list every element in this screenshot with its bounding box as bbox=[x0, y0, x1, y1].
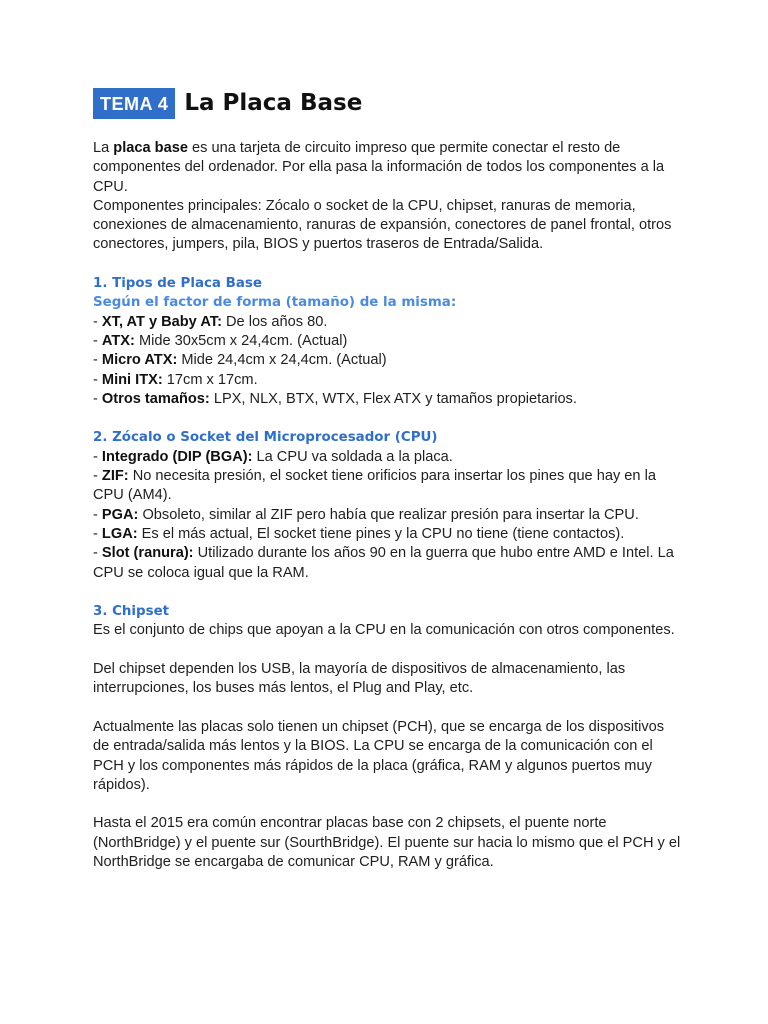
list-item-desc: Mide 24,4cm x 24,4cm. (Actual) bbox=[177, 352, 387, 369]
list-item-desc: Mide 30x5cm x 24,4cm. (Actual) bbox=[134, 332, 348, 349]
list-item-desc: Obsoleto, similar al ZIF pero había que realizar presión para insertar la CPU. bbox=[138, 506, 639, 523]
list-item-term: LGA: bbox=[101, 525, 138, 542]
list-item-term: Otros tamaños: bbox=[101, 390, 210, 407]
list-item: - Micro ATX: Mide 24,4cm x 24,4cm. (Actual) bbox=[93, 352, 387, 369]
intro-text: es una tarjeta de circuito impreso que permite conectar el resto de componentes del ordenador. Por ella pasa la información de todos los componentes a la CPU. bbox=[93, 140, 665, 195]
spacer bbox=[93, 583, 683, 602]
list-item-term: PGA: bbox=[101, 506, 139, 523]
section-2-heading: 2. Zócalo o Socket del Microprocesador (CPU) bbox=[93, 430, 438, 446]
list-item-term: ATX: bbox=[101, 332, 135, 349]
list-item: - Mini ITX: 17cm x 17cm. bbox=[93, 371, 258, 388]
list-item-term: Integrado (DIP (BGA): bbox=[101, 448, 253, 465]
list-item-term: Slot (ranura): bbox=[101, 545, 194, 562]
topic-badge: TEMA 4 bbox=[93, 88, 175, 119]
list-item-term: XT, AT y Baby AT: bbox=[101, 313, 222, 330]
list-item-desc: Utilizado durante los años 90 en la guerra que hubo entre AMD e Intel. La CPU se coloca igual que la RAM. bbox=[93, 545, 674, 581]
document-body bbox=[93, 139, 683, 872]
intro-bold-term: placa base bbox=[113, 140, 188, 156]
chipset-paragraph: Hasta el 2015 era común encontrar placas base con 2 chipsets, el puente norte (NorthBridge) y el puente sur (SourthBridge). El puente sur hacia lo mismo que el PCH y el NorthBridge se encargaba de comunicar CPU, RAM y gráfica. bbox=[93, 815, 681, 870]
page-title: La Placa Base bbox=[184, 90, 363, 116]
list-item: - Integrado (DIP (BGA): La CPU va soldada a la placa. bbox=[93, 448, 453, 465]
chipset-paragraph: Es el conjunto de chips que apoyan a la CPU en la comunicación con otros componentes. bbox=[93, 622, 675, 639]
spacer bbox=[93, 409, 683, 428]
list-item: - PGA: Obsoleto, similar al ZIF pero había que realizar presión para insertar la CPU. bbox=[93, 506, 639, 523]
list-item: - LGA: Es el más actual, El socket tiene pines y la CPU no tiene (tiene contactos). bbox=[93, 525, 625, 542]
list-item-desc: LPX, NLX, BTX, WTX, Flex ATX y tamaños propietarios. bbox=[209, 390, 577, 407]
list-item-desc: Es el más actual, El socket tiene pines y la CPU no tiene (tiene contactos). bbox=[137, 525, 625, 542]
section-1-heading: 1. Tipos de Placa Base bbox=[93, 276, 262, 292]
list-item: - Slot (ranura): Utilizado durante los años 90 en la guerra que hubo entre AMD e Intel. La CPU se coloca igual que la RAM. bbox=[93, 545, 674, 581]
list-item-desc: 17cm x 17cm. bbox=[162, 371, 258, 388]
list-item: - Otros tamaños: LPX, NLX, BTX, WTX, Flex ATX y tamaños propietarios. bbox=[93, 390, 577, 407]
section-1-subheading: Según el factor de forma (tamaño) de la misma: bbox=[93, 295, 457, 311]
title-row bbox=[93, 84, 683, 122]
chipset-paragraph: Del chipset dependen los USB, la mayoría de dispositivos de almacenamiento, las interrupciones, los buses más lentos, el Plug and Play, etc. bbox=[93, 661, 626, 697]
list-item-term: Micro ATX: bbox=[101, 352, 178, 369]
components-paragraph: Componentes principales: Zócalo o socket de la CPU, chipset, ranuras de memoria, conexiones de almacenamiento, ranuras de expansión, conectores de panel frontal, otros conectores, jumpers, pila, BIOS y puertos traseros de Entrada/Salida. bbox=[93, 197, 672, 253]
intro-paragraph bbox=[93, 139, 683, 197]
section-3-heading: 3. Chipset bbox=[93, 604, 170, 620]
list-item: - XT, AT y Baby AT: De los años 80. bbox=[93, 313, 328, 330]
list-item: - ZIF: No necesita presión, el socket tiene orificios para insertar los pines que hay en la CPU (AM4). bbox=[93, 468, 656, 504]
list-item-desc: De los años 80. bbox=[221, 313, 328, 330]
spacer bbox=[93, 255, 683, 274]
spacer bbox=[93, 641, 683, 660]
list-item-term: Mini ITX: bbox=[101, 371, 163, 388]
spacer bbox=[93, 699, 683, 718]
chipset-paragraph: Actualmente las placas solo tienen un chipset (PCH), que se encarga de los dispositivos de entrada/salida más lentos y la BIOS. La CPU se encarga de la comunicación con el PCH y los componentes más rápidos de la placa (gráfica, RAM y algunos puertos muy rápidos). bbox=[93, 718, 665, 793]
list-item-term: ZIF: bbox=[101, 468, 129, 485]
list-item: - ATX: Mide 30x5cm x 24,4cm. (Actual) bbox=[93, 332, 348, 349]
document-page bbox=[93, 84, 683, 872]
list-item-desc: La CPU va soldada a la placa. bbox=[252, 448, 453, 465]
spacer bbox=[93, 795, 683, 814]
list-item-desc: No necesita presión, el socket tiene orificios para insertar los pines que hay en la CPU (AM4). bbox=[93, 468, 656, 504]
intro-prefix: La bbox=[93, 140, 114, 156]
